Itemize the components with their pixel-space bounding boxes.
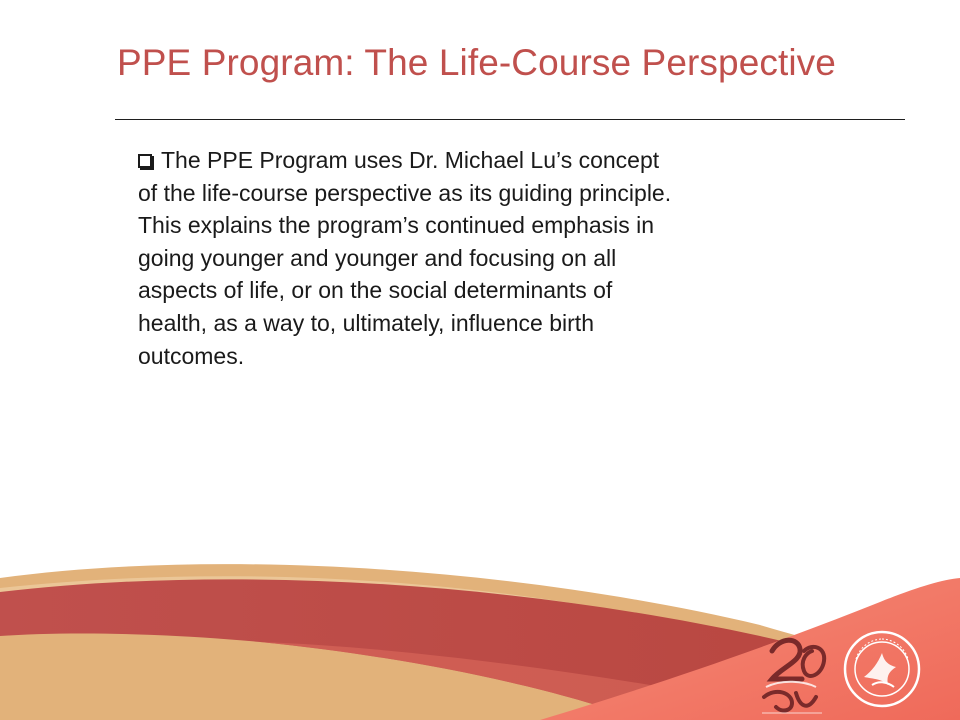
bullet-line-text: The PPE Program uses Dr. Michael Lu’s concept <box>161 147 660 173</box>
slide-title: PPE Program: The Life-Course Perspective <box>117 42 836 83</box>
title-divider <box>115 119 905 120</box>
bullet-line: health, as a way to, ultimately, influence birth <box>138 309 594 336</box>
bullet-line: going younger and younger and focusing on all <box>138 244 617 271</box>
office-on-womens-health-logo <box>742 627 832 717</box>
bullet-line: outcomes. <box>138 342 245 369</box>
bullet-line: This explains the program’s continued emphasis in <box>138 212 655 239</box>
checkbox-bullet-icon <box>138 154 152 168</box>
bullet-paragraph <box>138 144 908 372</box>
hhs-seal-logo <box>842 629 922 709</box>
bullet-line: of the life-course perspective as its guiding principle. <box>138 179 672 206</box>
bullet-line: aspects of life, or on the social determinants of <box>138 277 613 304</box>
bullet-line <box>138 144 908 177</box>
